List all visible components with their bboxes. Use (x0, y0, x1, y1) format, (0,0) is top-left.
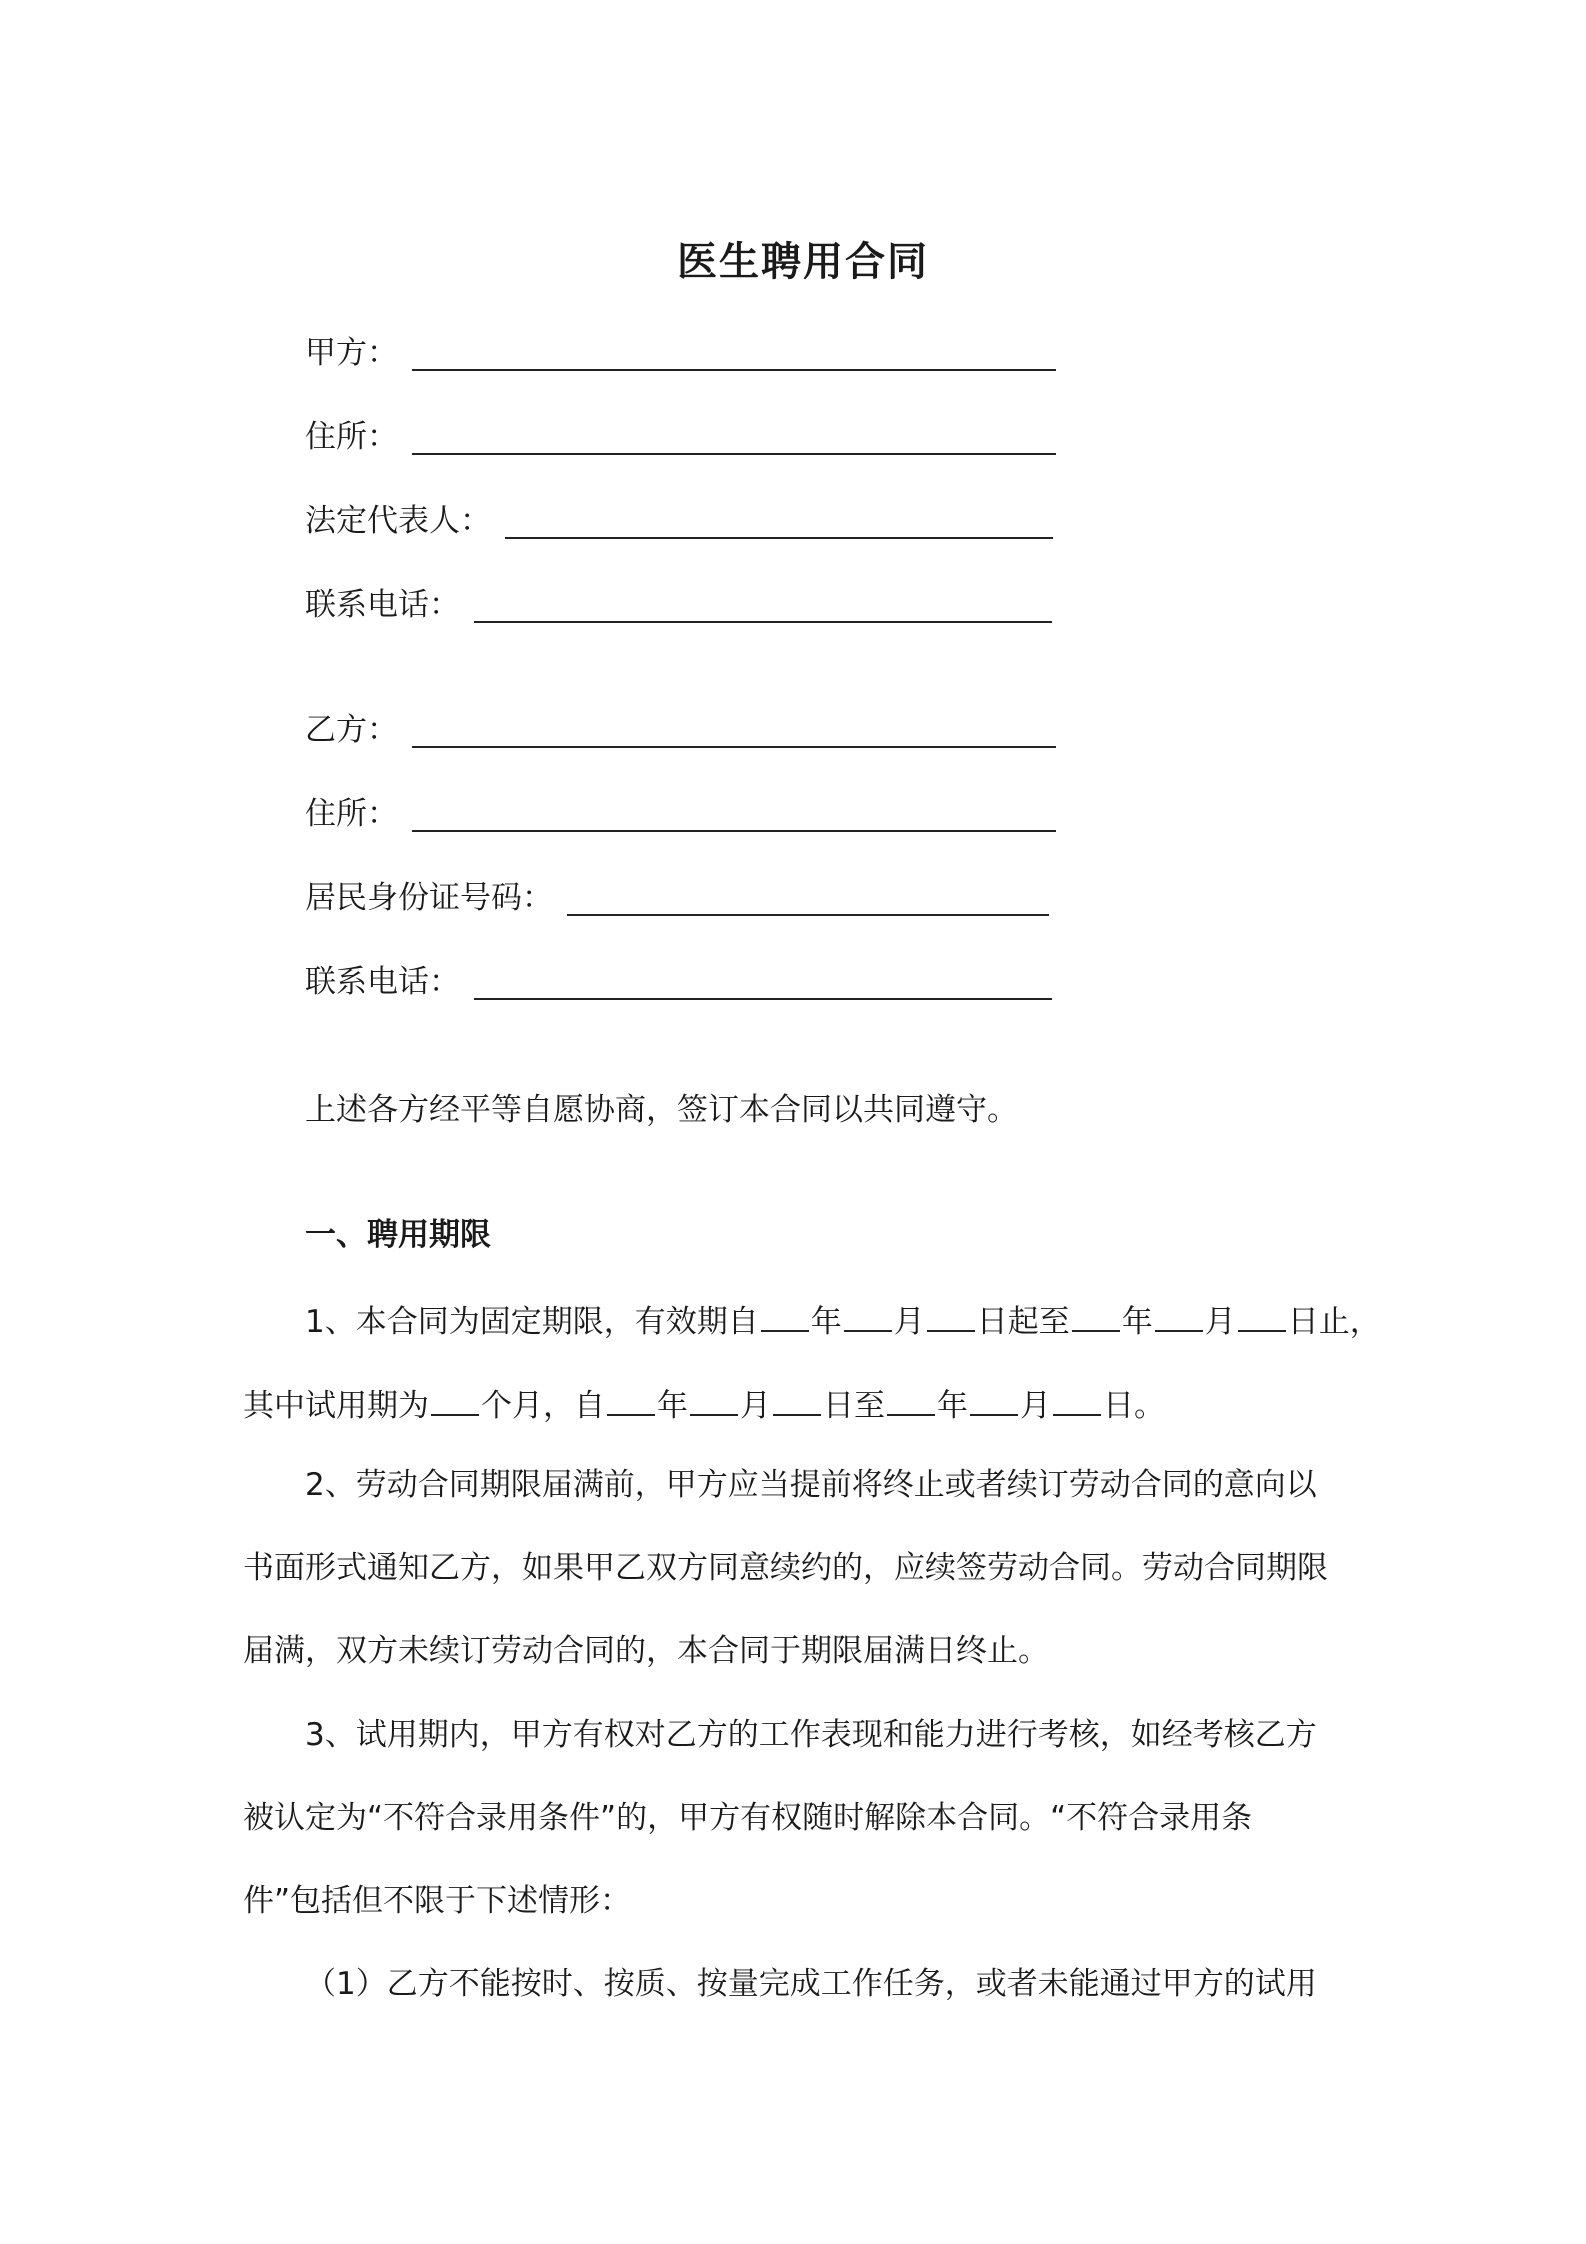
party-b-address-label: 住所： (305, 796, 398, 832)
clause2-line3: 届满，双方未续订劳动合同的，本合同于期限届满日终止。 (243, 1633, 1049, 1669)
clause3-line1: 3、试用期内，甲方有权对乙方的工作表现和能力进行考核，如经考核乙方 (305, 1717, 1317, 1753)
probation-start-month-blank[interactable] (690, 1382, 738, 1416)
party-b-address-blank[interactable] (412, 794, 1056, 832)
day-to-label: 日至 (823, 1388, 885, 1424)
party-b-phone-field (305, 952, 1052, 1002)
party-b-id-label: 居民身份证号码： (305, 880, 553, 916)
probation-end-day-blank[interactable] (1053, 1382, 1101, 1416)
start-year-blank[interactable] (761, 1298, 809, 1332)
month-label: 月 (740, 1388, 771, 1424)
party-a-legal-rep-field (305, 491, 1053, 541)
clause2-line2: 书面形式通知乙方，如果甲乙双方同意续约的，应续签劳动合同。劳动合同期限 (243, 1550, 1328, 1586)
party-b-address-field (305, 784, 1056, 834)
party-a-phone-label: 联系电话： (305, 587, 460, 623)
party-a-address-label: 住所： (305, 419, 398, 455)
month-label: 月 (1204, 1304, 1236, 1340)
party-a-legal-rep-label: 法定代表人： (305, 503, 491, 539)
party-a-phone-blank[interactable] (474, 585, 1052, 623)
clause1-line1 (305, 1298, 1381, 1342)
probation-end-month-blank[interactable] (970, 1382, 1018, 1416)
party-a-address-field (305, 407, 1056, 457)
party-a-phone-field (305, 575, 1052, 625)
months-from-label: 个月，自 (481, 1388, 605, 1424)
month-label: 月 (893, 1304, 925, 1340)
day-end-label: 日。 (1103, 1388, 1165, 1424)
party-a-name-field (305, 323, 1056, 373)
day-from-to-label: 日起至 (976, 1304, 1070, 1340)
day-end-label: 日止， (1287, 1304, 1381, 1340)
party-a-address-blank[interactable] (412, 417, 1056, 455)
probation-start-day-blank[interactable] (773, 1382, 821, 1416)
year-label: 年 (657, 1388, 688, 1424)
probation-months-blank[interactable] (431, 1382, 479, 1416)
end-day-blank[interactable] (1238, 1298, 1286, 1332)
party-b-phone-label: 联系电话： (305, 964, 460, 1000)
start-month-blank[interactable] (844, 1298, 892, 1332)
party-a-name-blank[interactable] (412, 333, 1056, 371)
clause2-line1: 2、劳动合同期限届满前，甲方应当提前将终止或者续订劳动合同的意向以 (305, 1467, 1317, 1503)
clause3-line3: 件”包括但不限于下述情形： (243, 1883, 632, 1919)
year-label: 年 (937, 1388, 968, 1424)
probation-text: 其中试用期为 (243, 1388, 429, 1424)
year-label: 年 (810, 1304, 842, 1340)
clause3-line2: 被认定为“不符合录用条件”的，甲方有权随时解除本合同。“不符合录用条 (243, 1800, 1253, 1836)
month-label: 月 (1020, 1388, 1051, 1424)
probation-end-year-blank[interactable] (887, 1382, 935, 1416)
party-b-id-blank[interactable] (567, 878, 1049, 916)
end-month-blank[interactable] (1155, 1298, 1203, 1332)
party-a-name-label: 甲方： (305, 335, 398, 371)
clause1-text-a: 1、本合同为固定期限，有效期自 (305, 1304, 759, 1340)
party-b-name-label: 乙方： (305, 712, 398, 748)
start-day-blank[interactable] (927, 1298, 975, 1332)
party-b-phone-blank[interactable] (474, 962, 1052, 1000)
party-b-id-field (305, 868, 1049, 918)
party-b-name-blank[interactable] (412, 710, 1056, 748)
year-label: 年 (1121, 1304, 1153, 1340)
end-year-blank[interactable] (1072, 1298, 1120, 1332)
clause1-line2 (243, 1382, 1165, 1426)
document-title: 医生聘用合同 (677, 239, 929, 285)
preamble-text: 上述各方经平等自愿协商，签订本合同以共同遵守。 (305, 1092, 1018, 1128)
party-b-name-field (305, 700, 1056, 750)
party-a-legal-rep-blank[interactable] (505, 501, 1053, 539)
section-heading: 一、聘用期限 (305, 1217, 491, 1253)
probation-start-year-blank[interactable] (607, 1382, 655, 1416)
item1-line1: （1）乙方不能按时、按质、按量完成工作任务，或者未能通过甲方的试用 (305, 1966, 1317, 2002)
